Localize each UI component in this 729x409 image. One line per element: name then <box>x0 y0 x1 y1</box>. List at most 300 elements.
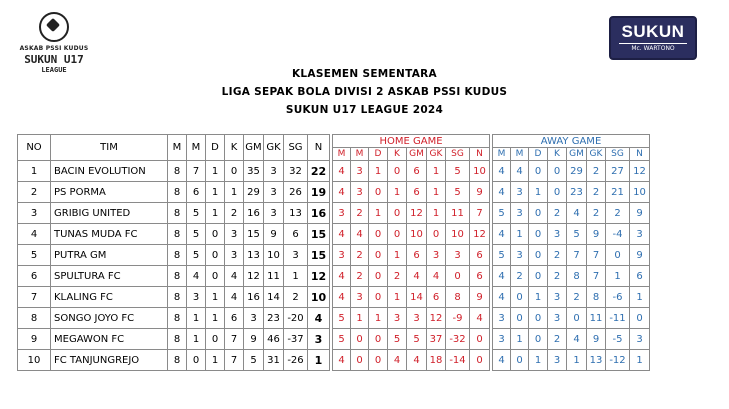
row-away-value: 7 <box>567 245 587 266</box>
row-home-value: 1 <box>427 161 446 182</box>
row-away-value: 2 <box>567 287 587 308</box>
row-home-value: 3 <box>351 287 369 308</box>
row-main-value: 26 <box>284 182 308 203</box>
row-away-value: 0 <box>511 308 529 329</box>
row-away-value: -12 <box>606 350 630 371</box>
row-main-value: 1 <box>206 182 225 203</box>
row-home-value: 2 <box>351 203 369 224</box>
row-main-value: 0 <box>206 329 225 350</box>
row-away-value: 1 <box>630 350 650 371</box>
table-row <box>18 161 650 182</box>
row-home-value: 0 <box>470 350 490 371</box>
row-home-value: 9 <box>470 182 490 203</box>
row-home-value: 6 <box>407 245 427 266</box>
header-away-game: AWAY GAME <box>493 135 650 148</box>
row-team: SPULTURA FC <box>51 266 168 287</box>
row-main-value: 9 <box>264 224 284 245</box>
header-away-col: M <box>493 148 511 161</box>
row-home-value: 1 <box>388 182 407 203</box>
row-home-value: 4 <box>333 224 351 245</box>
row-home-value: 0 <box>369 329 388 350</box>
header-home-col: K <box>388 148 407 161</box>
row-main-value: 1 <box>206 350 225 371</box>
row-main-value: 32 <box>284 161 308 182</box>
row-main-value: 7 <box>187 161 206 182</box>
row-home-value: 1 <box>388 287 407 308</box>
table-row <box>18 308 650 329</box>
row-home-value: 4 <box>333 182 351 203</box>
row-away-value: 8 <box>567 266 587 287</box>
row-main-value: 16 <box>244 287 264 308</box>
row-home-value: 5 <box>446 161 470 182</box>
title-line-1: KLASEMEN SEMENTARA <box>292 68 437 80</box>
row-home-value: 7 <box>470 203 490 224</box>
row-no: 1 <box>18 161 51 182</box>
row-away-value: 3 <box>493 329 511 350</box>
row-home-value: 10 <box>407 224 427 245</box>
row-away-value: 0 <box>529 266 548 287</box>
row-away-value: -11 <box>606 308 630 329</box>
row-home-value: 1 <box>351 308 369 329</box>
row-away-value: 2 <box>606 203 630 224</box>
row-main-value: 13 <box>284 203 308 224</box>
row-home-value: -9 <box>446 308 470 329</box>
row-no: 5 <box>18 245 51 266</box>
header-main-col: M <box>187 135 206 161</box>
row-main-value: 0 <box>206 245 225 266</box>
row-away-value: 3 <box>548 287 567 308</box>
row-main-value: 3 <box>264 182 284 203</box>
row-home-value: 5 <box>407 329 427 350</box>
row-main-value: 5 <box>187 224 206 245</box>
row-main-value: 15 <box>308 224 330 245</box>
title-line-3: SUKUN U17 LEAGUE 2024 <box>285 104 444 116</box>
row-main-value: 4 <box>187 266 206 287</box>
row-home-value: 1 <box>427 203 446 224</box>
row-home-value: 8 <box>446 287 470 308</box>
row-main-value: 7 <box>225 329 244 350</box>
row-main-value: 6 <box>284 224 308 245</box>
table-row <box>18 329 650 350</box>
header-main-col: GM <box>244 135 264 161</box>
row-away-value: 4 <box>567 203 587 224</box>
row-away-value: 2 <box>587 203 606 224</box>
row-away-value: 3 <box>511 245 529 266</box>
row-home-value: 6 <box>470 245 490 266</box>
row-main-value: -20 <box>284 308 308 329</box>
row-main-value: 8 <box>168 287 187 308</box>
row-main-value: 3 <box>187 287 206 308</box>
row-main-value: 15 <box>308 245 330 266</box>
row-team: MEGAWON FC <box>51 329 168 350</box>
row-away-value: 0 <box>529 308 548 329</box>
row-away-value: 9 <box>630 245 650 266</box>
row-home-value: 1 <box>369 308 388 329</box>
row-home-value: 0 <box>446 266 470 287</box>
row-home-value: 4 <box>407 266 427 287</box>
row-home-value: 0 <box>427 224 446 245</box>
row-no: 8 <box>18 308 51 329</box>
logo-arc-text: ASKAB PSSI KUDUS <box>19 45 89 52</box>
row-main-value: 3 <box>264 203 284 224</box>
row-away-value: 3 <box>493 308 511 329</box>
table-row <box>18 224 650 245</box>
row-team: SONGO JOYO FC <box>51 308 168 329</box>
row-main-value: 0 <box>206 266 225 287</box>
row-home-value: -32 <box>446 329 470 350</box>
row-away-value: 2 <box>587 182 606 203</box>
row-main-value: 8 <box>168 329 187 350</box>
row-away-value: 0 <box>529 224 548 245</box>
row-away-value: 3 <box>630 329 650 350</box>
header-away-col: K <box>548 148 567 161</box>
row-away-value: 4 <box>493 287 511 308</box>
row-away-value: 3 <box>548 308 567 329</box>
row-away-value: 1 <box>511 224 529 245</box>
row-main-value: 1 <box>206 203 225 224</box>
row-home-value: 1 <box>369 161 388 182</box>
row-away-value: 3 <box>548 224 567 245</box>
row-home-value: 3 <box>388 308 407 329</box>
row-away-value: 1 <box>630 287 650 308</box>
row-away-value: 2 <box>548 329 567 350</box>
row-home-value: 12 <box>427 308 446 329</box>
row-main-value: 1 <box>187 308 206 329</box>
row-home-value: 0 <box>388 161 407 182</box>
row-home-value: 3 <box>446 245 470 266</box>
row-main-value: 8 <box>168 224 187 245</box>
row-away-value: 7 <box>587 266 606 287</box>
row-no: 3 <box>18 203 51 224</box>
row-team: TUNAS MUDA FC <box>51 224 168 245</box>
row-no: 6 <box>18 266 51 287</box>
row-home-value: 5 <box>333 308 351 329</box>
row-home-value: 14 <box>407 287 427 308</box>
row-away-value: 1 <box>529 350 548 371</box>
row-main-value: 19 <box>308 182 330 203</box>
header-main-col: K <box>225 135 244 161</box>
row-away-value: 6 <box>630 266 650 287</box>
row-away-value: 3 <box>548 350 567 371</box>
row-main-value: 5 <box>244 350 264 371</box>
row-away-value: -6 <box>606 287 630 308</box>
row-home-value: 6 <box>427 287 446 308</box>
row-main-value: 35 <box>244 161 264 182</box>
row-main-value: 2 <box>225 203 244 224</box>
table-row <box>18 245 650 266</box>
row-main-value: 1 <box>206 308 225 329</box>
row-home-value: 0 <box>369 287 388 308</box>
row-main-value: 3 <box>284 245 308 266</box>
row-home-value: 10 <box>446 224 470 245</box>
row-main-value: 3 <box>264 161 284 182</box>
row-home-value: 4 <box>333 350 351 371</box>
row-away-value: 0 <box>529 203 548 224</box>
row-away-value: -5 <box>606 329 630 350</box>
row-away-value: 4 <box>493 161 511 182</box>
row-away-value: 5 <box>567 224 587 245</box>
row-home-value: 0 <box>470 329 490 350</box>
table-row <box>18 182 650 203</box>
row-away-value: 1 <box>529 287 548 308</box>
row-away-value: 2 <box>511 266 529 287</box>
header-main-col: GK <box>264 135 284 161</box>
row-home-value: 0 <box>369 245 388 266</box>
row-away-value: 9 <box>587 329 606 350</box>
row-home-value: 5 <box>446 182 470 203</box>
row-main-value: 1 <box>308 350 330 371</box>
row-away-value: -4 <box>606 224 630 245</box>
header-tim: TIM <box>51 135 168 161</box>
row-home-value: 0 <box>369 266 388 287</box>
row-away-value: 7 <box>587 245 606 266</box>
row-away-value: 4 <box>493 350 511 371</box>
header-home-col: M <box>351 148 369 161</box>
table-row <box>18 350 650 371</box>
row-home-value: 6 <box>407 182 427 203</box>
row-main-value: -26 <box>284 350 308 371</box>
row-main-value: 2 <box>284 287 308 308</box>
row-main-value: 12 <box>244 266 264 287</box>
row-home-value: 5 <box>333 329 351 350</box>
header-main-col: SG <box>284 135 308 161</box>
row-away-value: 0 <box>606 245 630 266</box>
header-main-col: N <box>308 135 330 161</box>
row-main-value: 1 <box>225 182 244 203</box>
row-home-value: 5 <box>388 329 407 350</box>
header-home-col: GK <box>427 148 446 161</box>
row-no: 9 <box>18 329 51 350</box>
row-home-value: 3 <box>351 182 369 203</box>
row-main-value: 3 <box>225 224 244 245</box>
row-home-value: 0 <box>369 182 388 203</box>
row-main-value: 8 <box>168 308 187 329</box>
row-away-value: 1 <box>529 182 548 203</box>
row-away-value: 2 <box>587 161 606 182</box>
row-away-value: 8 <box>587 287 606 308</box>
row-main-value: 4 <box>225 266 244 287</box>
row-team: GRIBIG UNITED <box>51 203 168 224</box>
header-main-col: M <box>168 135 187 161</box>
row-home-value: 4 <box>470 308 490 329</box>
row-no: 7 <box>18 287 51 308</box>
row-away-value: 2 <box>548 266 567 287</box>
row-main-value: 3 <box>244 308 264 329</box>
row-away-value: 21 <box>606 182 630 203</box>
row-main-value: 10 <box>264 245 284 266</box>
row-main-value: 3 <box>225 245 244 266</box>
header-away-col: N <box>630 148 650 161</box>
row-home-value: 4 <box>388 350 407 371</box>
row-main-value: 46 <box>264 329 284 350</box>
row-away-value: 0 <box>630 308 650 329</box>
row-main-value: 11 <box>264 266 284 287</box>
row-main-value: 23 <box>264 308 284 329</box>
row-away-value: 9 <box>587 224 606 245</box>
row-team: BACIN EVOLUTION <box>51 161 168 182</box>
row-main-value: 22 <box>308 161 330 182</box>
row-main-value: 13 <box>244 245 264 266</box>
row-away-value: 27 <box>606 161 630 182</box>
row-away-value: 4 <box>493 224 511 245</box>
row-home-value: 1 <box>369 203 388 224</box>
row-home-value: 6 <box>407 161 427 182</box>
row-home-value: 0 <box>351 329 369 350</box>
row-main-value: 7 <box>225 350 244 371</box>
row-main-value: 8 <box>168 161 187 182</box>
row-main-value: 1 <box>187 329 206 350</box>
table-row <box>18 266 650 287</box>
header-main-col: D <box>206 135 225 161</box>
brand-tagline: Mc. WARTONO <box>619 43 687 53</box>
row-main-value: 12 <box>308 266 330 287</box>
header-no: NO <box>18 135 51 161</box>
row-team: KLALING FC <box>51 287 168 308</box>
row-away-value: 13 <box>587 350 606 371</box>
row-main-value: 0 <box>206 224 225 245</box>
row-away-value: 1 <box>567 350 587 371</box>
row-home-value: 3 <box>427 245 446 266</box>
row-no: 10 <box>18 350 51 371</box>
row-main-value: 4 <box>225 287 244 308</box>
row-home-value: 0 <box>369 224 388 245</box>
row-away-value: 4 <box>493 182 511 203</box>
header-home-col: M <box>333 148 351 161</box>
header-home-col: N <box>470 148 490 161</box>
row-away-value: 0 <box>529 161 548 182</box>
row-no: 2 <box>18 182 51 203</box>
row-main-value: 5 <box>187 203 206 224</box>
row-home-value: 37 <box>427 329 446 350</box>
row-main-value: 3 <box>308 329 330 350</box>
row-home-value: 4 <box>427 266 446 287</box>
row-away-value: 2 <box>548 203 567 224</box>
row-main-value: 10 <box>308 287 330 308</box>
row-away-value: 0 <box>529 329 548 350</box>
row-away-value: 4 <box>567 329 587 350</box>
row-away-value: 1 <box>511 329 529 350</box>
row-main-value: 16 <box>308 203 330 224</box>
row-away-value: 0 <box>548 161 567 182</box>
row-main-value: -37 <box>284 329 308 350</box>
row-main-value: 1 <box>206 287 225 308</box>
row-away-value: 5 <box>493 245 511 266</box>
row-main-value: 8 <box>168 350 187 371</box>
document-titles <box>0 65 729 119</box>
row-team: PS PORMA <box>51 182 168 203</box>
row-away-value: 12 <box>630 161 650 182</box>
row-main-value: 8 <box>168 245 187 266</box>
row-home-value: 2 <box>351 245 369 266</box>
row-home-value: 3 <box>351 161 369 182</box>
row-home-value: -14 <box>446 350 470 371</box>
row-main-value: 5 <box>187 245 206 266</box>
header-home-col: GM <box>407 148 427 161</box>
row-away-value: 3 <box>630 224 650 245</box>
row-main-value: 29 <box>244 182 264 203</box>
row-away-value: 0 <box>567 308 587 329</box>
row-main-value: 8 <box>168 182 187 203</box>
row-home-value: 0 <box>351 350 369 371</box>
row-home-value: 6 <box>470 266 490 287</box>
logo-subtitle: LEAGUE <box>41 66 67 74</box>
row-main-value: 16 <box>244 203 264 224</box>
row-main-value: 31 <box>264 350 284 371</box>
row-main-value: 1 <box>206 161 225 182</box>
header-away-col: GK <box>587 148 606 161</box>
row-away-value: 0 <box>548 182 567 203</box>
row-home-value: 0 <box>369 350 388 371</box>
row-away-value: 4 <box>511 161 529 182</box>
sukun-brand-logo <box>609 16 697 60</box>
row-main-value: 8 <box>168 203 187 224</box>
row-home-value: 4 <box>333 266 351 287</box>
header-away-col: D <box>529 148 548 161</box>
row-main-value: 15 <box>244 224 264 245</box>
row-home-value: 2 <box>388 266 407 287</box>
row-away-value: 29 <box>567 161 587 182</box>
header-home-col: D <box>369 148 388 161</box>
table-row <box>18 203 650 224</box>
row-home-value: 4 <box>407 350 427 371</box>
row-home-value: 11 <box>446 203 470 224</box>
row-away-value: 1 <box>606 266 630 287</box>
row-home-value: 4 <box>351 224 369 245</box>
row-home-value: 10 <box>470 161 490 182</box>
standings-table <box>17 134 650 371</box>
row-home-value: 0 <box>388 203 407 224</box>
row-main-value: 0 <box>187 350 206 371</box>
header-row-groups <box>18 135 650 148</box>
row-away-value: 0 <box>529 245 548 266</box>
row-home-value: 1 <box>388 245 407 266</box>
row-home-value: 2 <box>351 266 369 287</box>
logo-title: SUKUN U17 <box>24 53 84 66</box>
row-home-value: 3 <box>407 308 427 329</box>
row-main-value: 1 <box>284 266 308 287</box>
row-main-value: 6 <box>225 308 244 329</box>
header-away-col: SG <box>606 148 630 161</box>
row-away-value: 0 <box>511 350 529 371</box>
row-main-value: 4 <box>308 308 330 329</box>
row-home-value: 3 <box>333 203 351 224</box>
row-home-value: 9 <box>470 287 490 308</box>
row-away-value: 4 <box>493 266 511 287</box>
row-away-value: 11 <box>587 308 606 329</box>
header-home-game: HOME GAME <box>333 135 490 148</box>
row-team: PUTRA GM <box>51 245 168 266</box>
row-home-value: 0 <box>388 224 407 245</box>
row-main-value: 9 <box>244 329 264 350</box>
row-main-value: 6 <box>187 182 206 203</box>
row-away-value: 2 <box>548 245 567 266</box>
row-away-value: 9 <box>630 203 650 224</box>
row-home-value: 12 <box>407 203 427 224</box>
row-home-value: 12 <box>470 224 490 245</box>
table-row <box>18 287 650 308</box>
row-home-value: 4 <box>333 287 351 308</box>
header-home-col: SG <box>446 148 470 161</box>
row-away-value: 10 <box>630 182 650 203</box>
row-away-value: 3 <box>511 182 529 203</box>
row-home-value: 18 <box>427 350 446 371</box>
football-icon <box>39 12 69 42</box>
row-home-value: 1 <box>427 182 446 203</box>
row-no: 4 <box>18 224 51 245</box>
row-home-value: 3 <box>333 245 351 266</box>
brand-name: SUKUN <box>621 22 685 41</box>
row-away-value: 23 <box>567 182 587 203</box>
